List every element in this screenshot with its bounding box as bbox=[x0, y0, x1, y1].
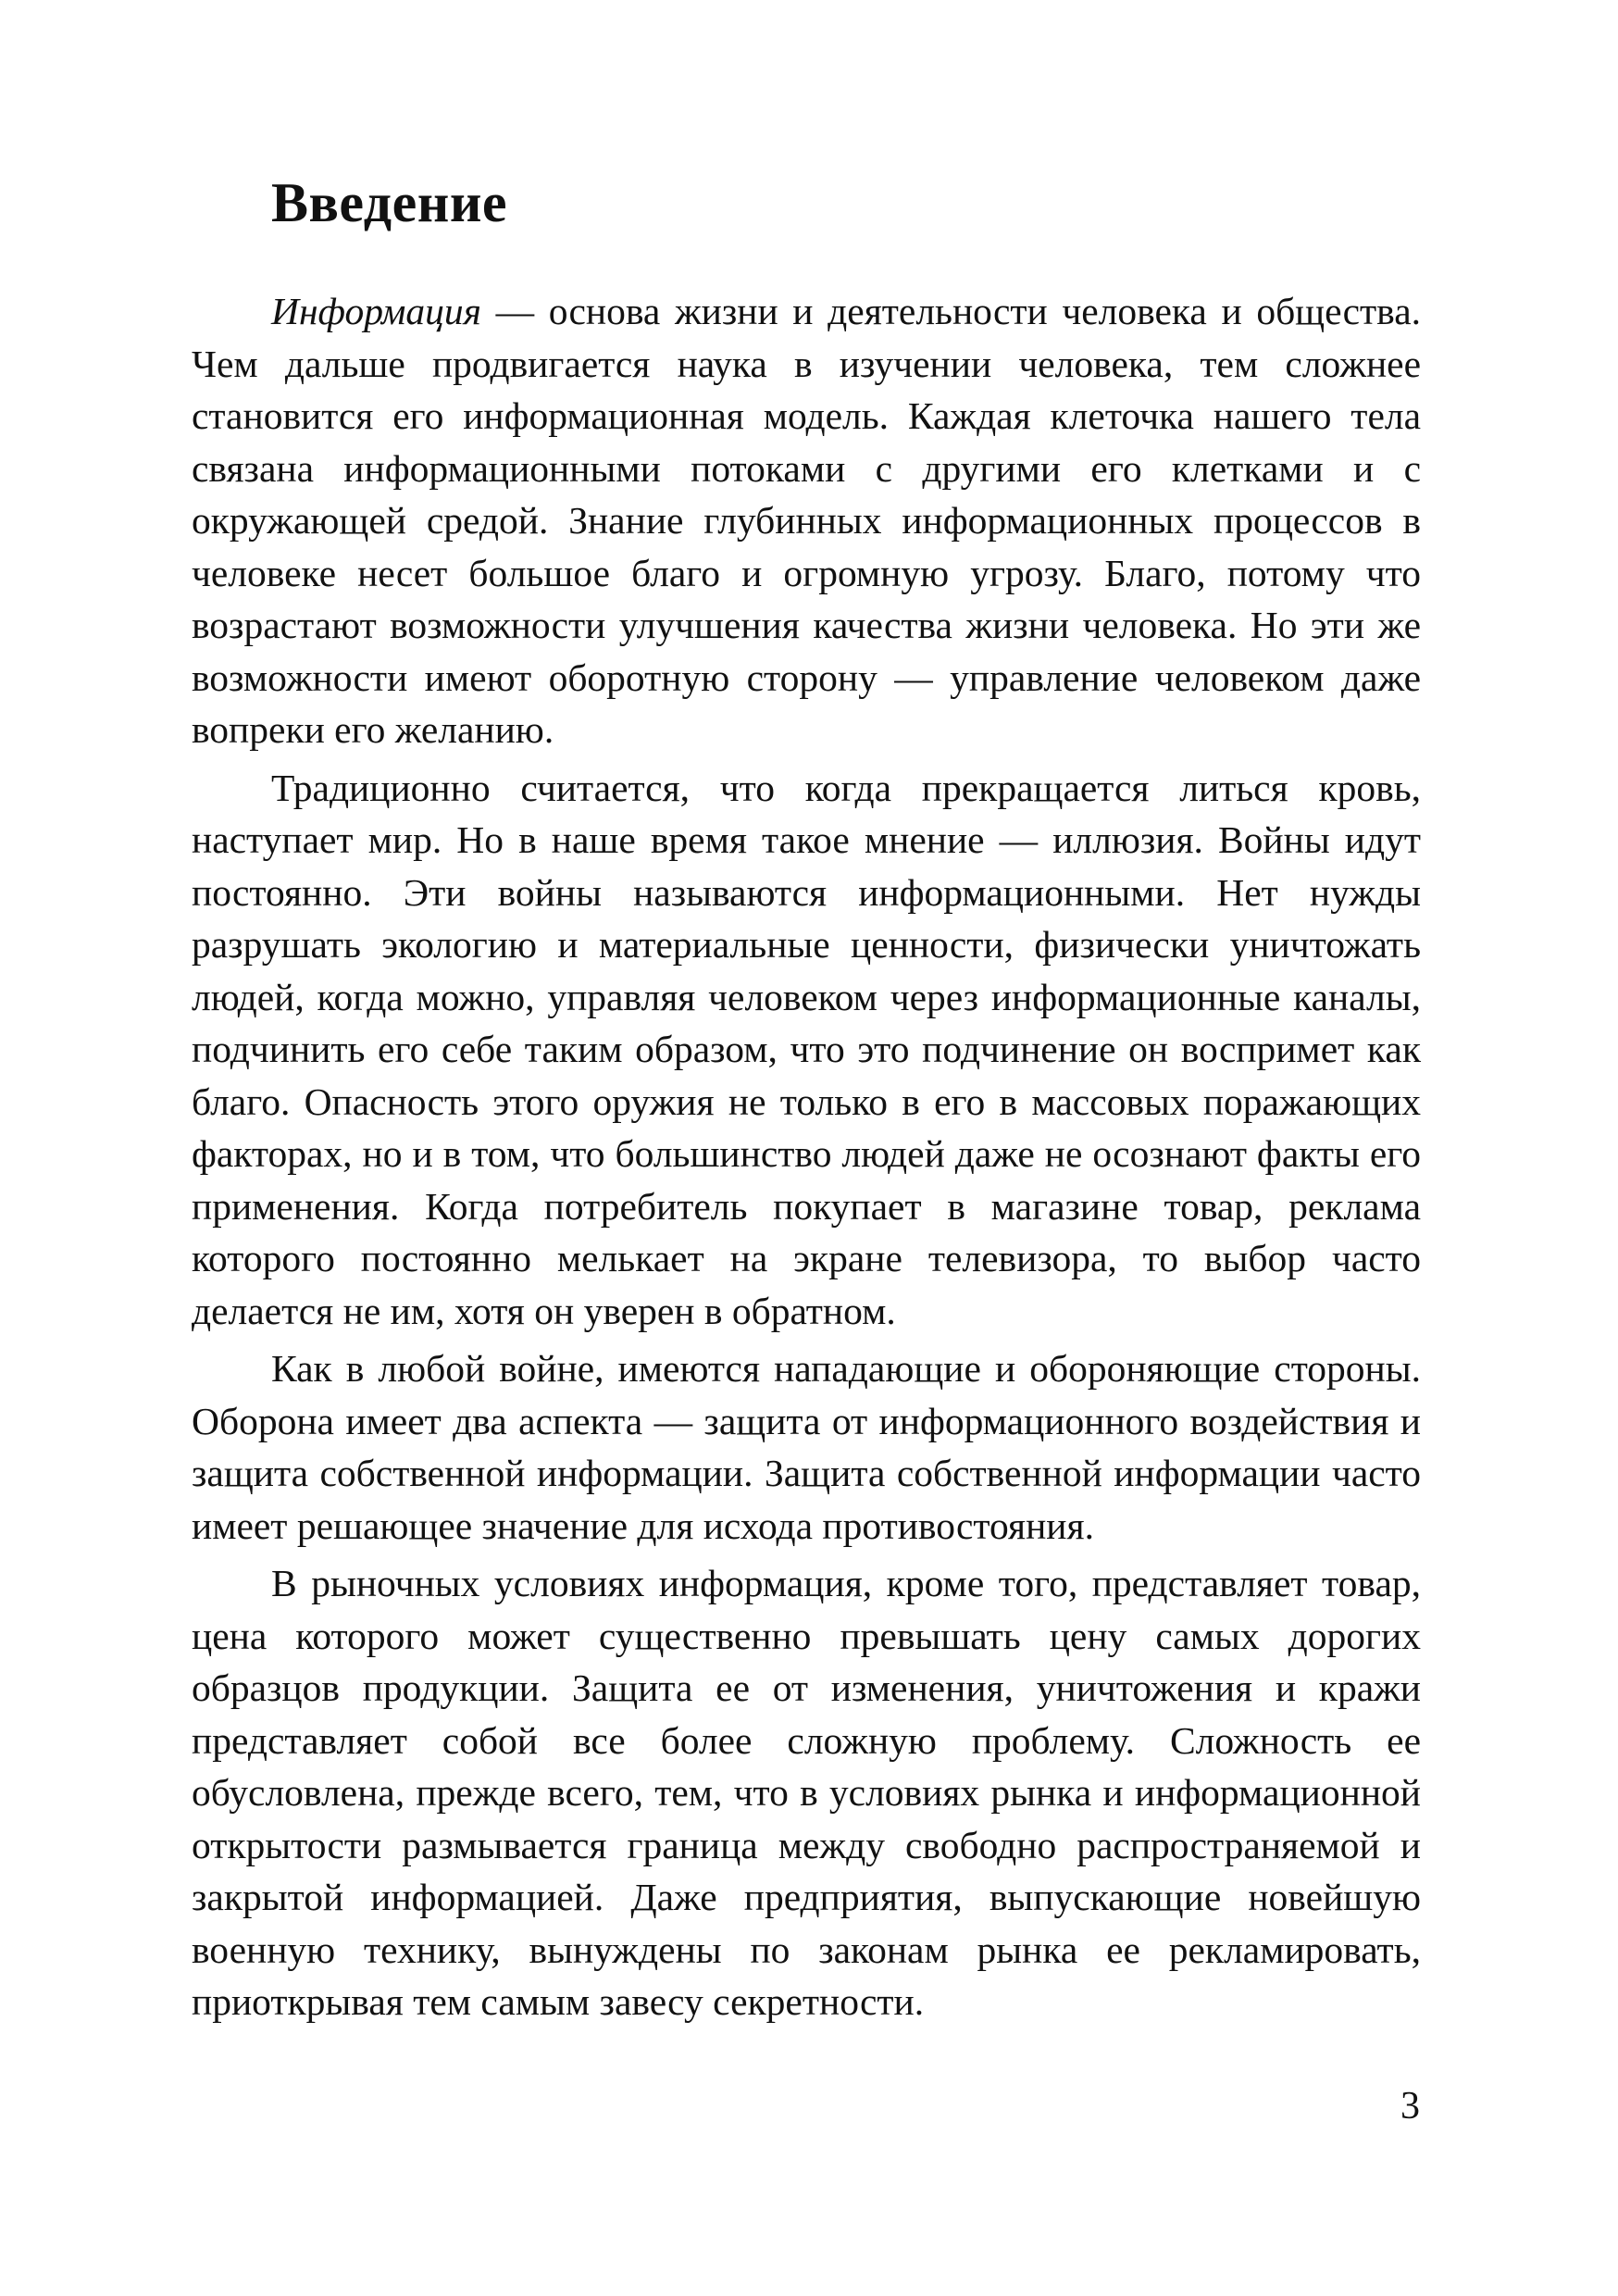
paragraph-1-lead-term: Информация bbox=[271, 290, 481, 332]
paragraph-2: Традиционно считается, что когда прекращается литься кровь, наступает мир. Но в наше время такое мнение — иллюзия. Войны идут постоянно. Эти войны называются информационными. Нет нужды разрушать экологию и материальные ценности, физически уничтожать людей, когда можно, управляя человеком через информационные каналы, подчинить его себе таким образом, что это подчинение он воспримет как благо. Опасность этого оружия не только в его в массовых поражающих факторах, но и в том, что большинство людей даже не осознают факты его применения. Когда потребитель покупает в магазине товар, реклама которого постоянно мелькает на экране телевизора, то выбор часто делается не им, хотя он уверен в обратном. bbox=[192, 766, 1421, 1332]
paragraph-1-text: — основа жизни и деятельности человека и общества. Чем дальше продвигается наука в изучении человека, тем сложнее становится его информационная модель. Каждая клеточка нашего тела связана информационными потоками с другими его клетками и с окружающей средой. Знание глубинных информационных процессов в человеке несет большое благо и огромную угрозу. Благо, потому что возрастают возможности улучшения качества жизни человека. Но эти же возможности имеют оборотную сторону — управление человеком даже вопреки его желанию. bbox=[192, 290, 1421, 751]
page-title: Введение bbox=[271, 172, 508, 233]
body-text bbox=[192, 285, 1421, 2034]
paragraph-1 bbox=[192, 285, 1421, 756]
paragraph-4: В рыночных условиях информация, кроме того, представляет товар, цена которого может существенно превышать цену самых дорогих образцов продукции. Защита ее от изменения, уничтожения и кражи представляет собой все более сложную проблему. Сложность ее обусловлена, прежде всего, тем, что в условиях рынка и информационной открытости размывается граница между свободно распространяемой и закрытой информацией. Даже предприятия, выпускающие новейшую военную технику, вынуждены по законам рынка ее рекламировать, приоткрывая тем самым завесу секретности. bbox=[192, 1562, 1421, 2023]
paragraph-3: Как в любой войне, имеются нападающие и обороняющие стороны. Оборона имеет два аспекта — защита от информационного воздействия и защита собственной информации. Защита собственной информации часто имеет решающее значение для исхода противостояния. bbox=[192, 1347, 1421, 1547]
page-number: 3 bbox=[1400, 2085, 1420, 2128]
